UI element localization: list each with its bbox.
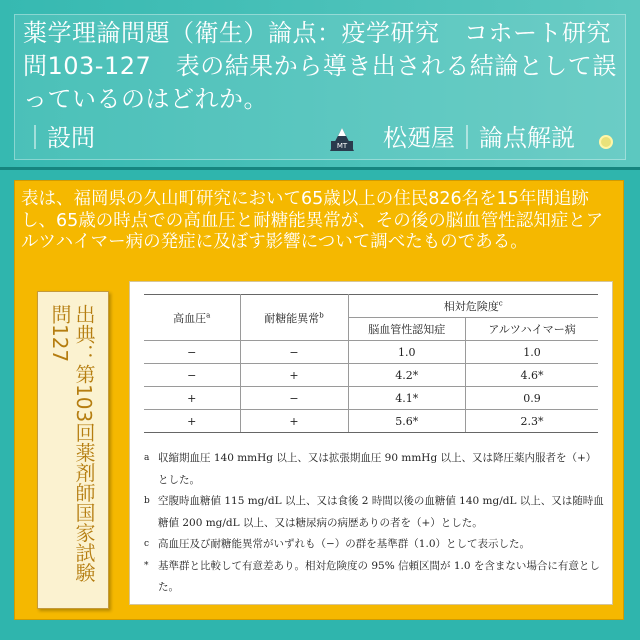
table-row: [144, 410, 598, 433]
footnote-mark: b: [144, 496, 150, 506]
cell-alzheimer: 2.3*: [466, 410, 598, 433]
cell-hypertension: −: [144, 341, 240, 364]
header-relative-risk: 相対危険度$^c$: [348, 295, 598, 318]
cell-vascular: 5.6*: [348, 410, 466, 433]
footnote-text: 基準群と比較して有意差あり。相対危険度の 95% 信頼区間が 1.0 を含まない場合に有意とした。: [158, 559, 600, 593]
table-row: [144, 364, 598, 387]
cell-glucose: +: [240, 364, 348, 387]
cell-glucose: −: [240, 341, 348, 364]
header-hypertension: 高血圧$^a$: [144, 295, 240, 341]
footnote-mark: a: [144, 453, 150, 463]
cell-alzheimer: 1.0: [466, 341, 598, 364]
footnote: [144, 534, 604, 556]
table-footnotes: [144, 448, 604, 599]
question-intro: 表は、福岡県の久山町研究において65歳以上の住民826名を15年間追跡し、65歳の時点での高血圧と耐糖能異常が、その後の脳血管性認知症とアルツハイマー病の発症に及ぼす影響について調べたものである。: [21, 189, 604, 252]
header: [0, 0, 640, 170]
cell-glucose: +: [240, 410, 348, 433]
header-alzheimer: アルツハイマー病: [466, 318, 598, 341]
footnote: [144, 448, 604, 491]
header-frame: [14, 14, 636, 160]
footnote: [144, 556, 604, 599]
relative-risk-table: [144, 294, 598, 433]
decorative-dot-icon: [599, 135, 613, 149]
header-vascular-dementia: 脳血管性認知症: [348, 318, 466, 341]
footnote-text: 空腹時血糖値 115 mg/dL 以上、又は食後 2 時間以後の血糖値 140 mg/dL 以上、又は随時血糖値 200 mg/dL 以上、又は糖尿病の病歴ありの者を（+）とした。: [158, 495, 604, 529]
footnote-text: 収縮期血圧 140 mmHg 以上、又は拡張期血圧 90 mmHg 以上、又は降圧薬内服者を（+）とした。: [158, 452, 597, 486]
footnote-mark: c: [144, 539, 150, 549]
header-glucose: 耐糖能異常$^b$: [240, 295, 348, 341]
cell-hypertension: +: [144, 387, 240, 410]
section-label: ｜設問: [23, 124, 95, 152]
cell-vascular: 4.2*: [348, 364, 466, 387]
cell-vascular: 1.0: [348, 341, 466, 364]
source-text: 出典：第103回薬剤師国家試験 問127: [48, 304, 96, 583]
cell-alzheimer: 4.6*: [466, 364, 598, 387]
cell-vascular: 4.1*: [348, 387, 466, 410]
table-row: [144, 387, 598, 410]
cell-hypertension: +: [144, 410, 240, 433]
table-figure: [129, 281, 613, 605]
footnote-text: 高血圧及び耐糖能異常がいずれも（−）の群を基準群（1.0）として表示した。: [158, 538, 530, 550]
cell-alzheimer: 0.9: [466, 387, 598, 410]
logo-text: MT: [336, 142, 348, 150]
footnote: [144, 491, 604, 534]
page-title: 薬学理論問題（衛生）論点：疫学研究 コホート研究 問103-127 表の結果から導き出される結論として誤っているのはどれか。: [23, 19, 636, 113]
cell-hypertension: −: [144, 364, 240, 387]
brand-name: 松廼屋｜論点解説: [383, 124, 575, 152]
cell-glucose: −: [240, 387, 348, 410]
footnote-mark: *: [144, 560, 149, 571]
source-card: [37, 291, 109, 609]
question-panel: [14, 180, 624, 620]
table-row: [144, 341, 598, 364]
brand-logo-icon: [329, 127, 355, 153]
